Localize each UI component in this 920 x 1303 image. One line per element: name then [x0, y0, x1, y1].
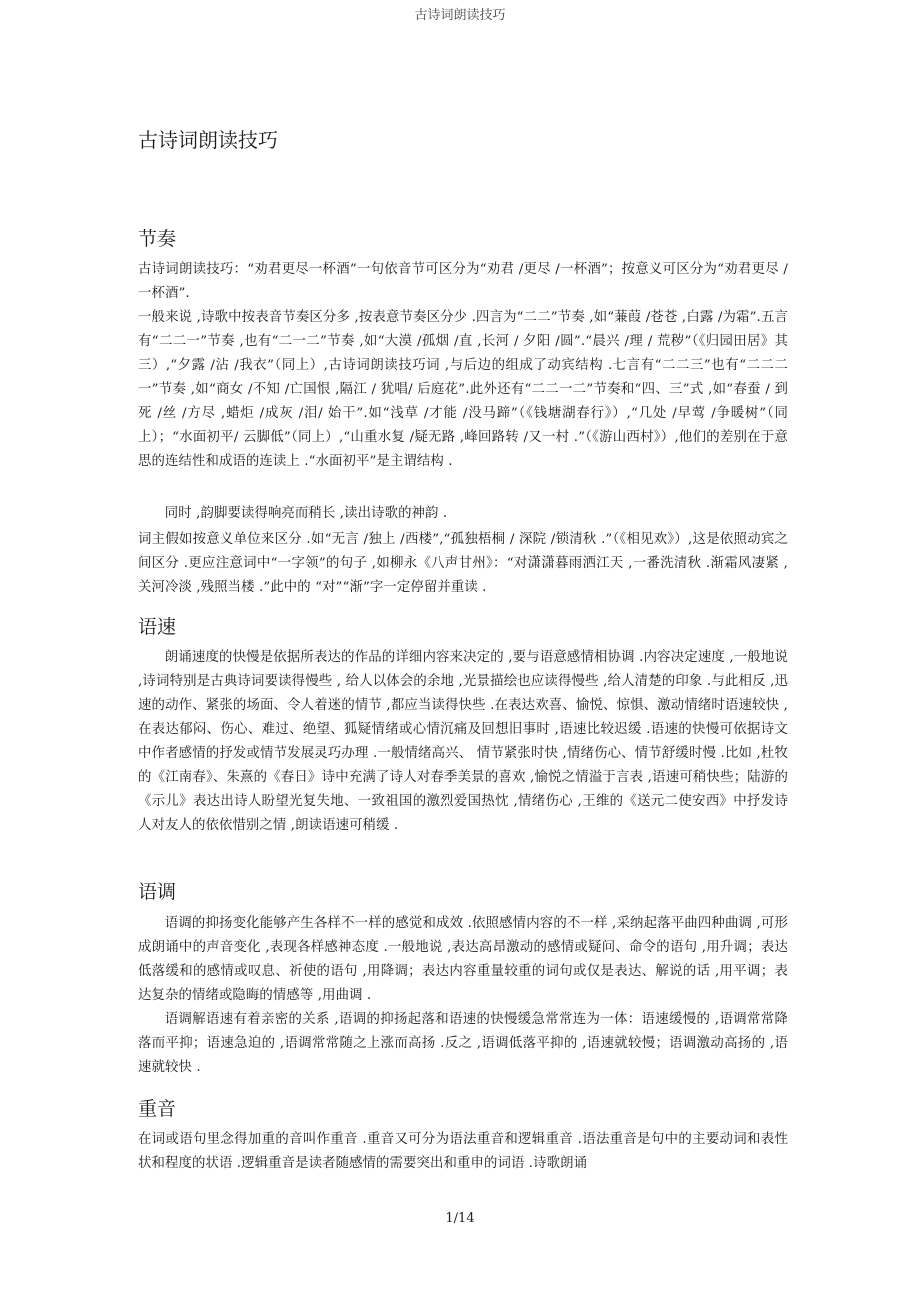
section-heading-stress: 重音 — [138, 1098, 177, 1120]
rhythm-paragraph-4: 词主假如按意义单位来区分 .如“无言 /独上 /西楼”,“孤独梧桐 / 深院 /锁清秋 .”（《相见欢》）,这是依照动宾之间区分 .更应注意词中“一字领”的句子 ,如柳永《八声甘州》：“对潇潇暮雨洒江天 ,一番洗清秋 .渐霜风凄紧 ,关河冷淡 ,残照当楼 .”此中的 “对”“渐”字一定停留并重读 . — [138, 532, 788, 595]
rhythm-paragraph-3: 同时 ,韵脚要读得响亮而稍长 ,读出诗歌的神韵 . — [164, 506, 448, 521]
running-header: 古诗词朗读技巧 — [414, 8, 506, 23]
section-heading-rhythm: 节奏 — [138, 228, 177, 250]
intonation-paragraph-2: 语调解语速有着亲密的关系 ,语调的抑扬起落和语速的快慢缓急常常连为一体：语速缓慢的 ,语调常常降落而平抑；语速急迫的 ,语调常常随之上涨而高扬 .反之 ,语调低落平抑的 ,语速就较慢；语调激动高扬的 ,语速就较快 . — [138, 1012, 788, 1075]
page-number: 1/14 — [445, 1211, 475, 1226]
document-title: 古诗词朗读技巧 — [138, 128, 278, 152]
section-heading-tempo: 语速 — [138, 616, 177, 638]
section-heading-intonation: 语调 — [138, 881, 177, 903]
stress-paragraph-1: 在词或语句里念得加重的音叫作重音 .重音又可分为语法重音和逻辑重音 .语法重音是句中的主要动词和表性状和程度的状语 .逻辑重音是读者随感情的需要突出和重申的词语 .诗歌朗诵 — [138, 1132, 788, 1171]
intonation-paragraph-1: 语调的抑扬变化能够产生各样不一样的感觉和成效 .依照感情内容的不一样 ,采纳起落平曲四种曲调 ,可形成朗诵中的声音变化 ,表现各样感神态度 .一般地说 ,表达高昂激动的感情或疑问、命令的语句 ,用升调；表达低落缓和的感情或叹息、祈使的语句 ,用降调；表达内容重量较重的词句或仅是表达、解说的话 ,用平调；表达复杂的情绪或隐晦的情感等 ,用曲调 . — [138, 916, 788, 1003]
tempo-paragraph-1: 朗诵速度的快慢是依据所表达的作品的详细内容来决定的 ,要与语意感情相协调 .内容决定速度 ,一般地说 ,诗词特别是古典诗词要读得慢些 , 给人以体会的余地 ,光景描绘也应读得慢些 ,给人清楚的印象 .与此相反 ,迅速的动作、紧张的场面、令人着迷的情节 ,都应当读得快些 .在表达欢喜、愉悦、惊惧、激动情绪时语速较快 ,在表达郁闷、伤心、难过、绝望、狐疑情绪或心情沉痛及回想旧事时 ,语速比较迟缓 .语速的快慢可依据诗文中作者感情的抒发或情节发展灵巧办理 .一般情绪高兴、 情节紧张时快 ,情绪伤心、情节舒缓时慢 .比如 ,杜牧的《江南春》、朱熹的《春日》诗中充满了诗人对春季美景的喜欢 ,愉悦之情溢于言表 ,语速可稍快些；陆游的《示儿》表达出诗人盼望光复失地、一致祖国的激烈爱国热忱 ,情绪伤心 ,王维的《送元二使安西》中抒发诗人对友人的依依惜别之情 ,朗读语速可稍缓 . — [138, 650, 788, 833]
rhythm-paragraph-2: 一般来说 ,诗歌中按表音节奏区分多 ,按表意节奏区分少 .四言为“二二”节奏 ,如“蒹葭 /苍苍 ,白露 /为霜”.五言有“二二一”节奏 ,也有“二一二”节奏 ,如“大漠 /孤烟 /直 ,长河 / 夕阳 /圆”.“晨兴 /理 / 荒秽”（《归园田居》其三）,“夕露 /沾 /我衣”（同上）,古诗词朗读技巧词 ,与后边的组成了动宾结构 .七言有“二二三”也有“二二二一”节奏 ,如“商女 /不知 /亡国恨 ,隔江 / 犹唱/ 后庭花”.此外还有“二二一二”节奏和“四、三”式 ,如“春蚕 / 到死 /丝 /方尽 ,蜡炬 /成灰 /泪/ 始干”.如“浅草 /才能 /没马蹄”（《钱塘湖春行》）,“几处 /早莺 /争暖树”（同上）；“水面初平/ 云脚低”（同上）,“山重水复 /疑无路 ,峰回路转 /又一村 .”（《游山西村》）,他们的差别在于意思的连结性和成语的连读上 .“水面初平”是主谓结构 . — [138, 310, 788, 469]
rhythm-paragraph-1: 古诗词朗读技巧：“劝君更尽一杯酒”一句依音节可区分为“劝君 /更尽 /一杯酒”；按意义可区分为“劝君更尽 /一杯酒”. — [138, 262, 788, 301]
